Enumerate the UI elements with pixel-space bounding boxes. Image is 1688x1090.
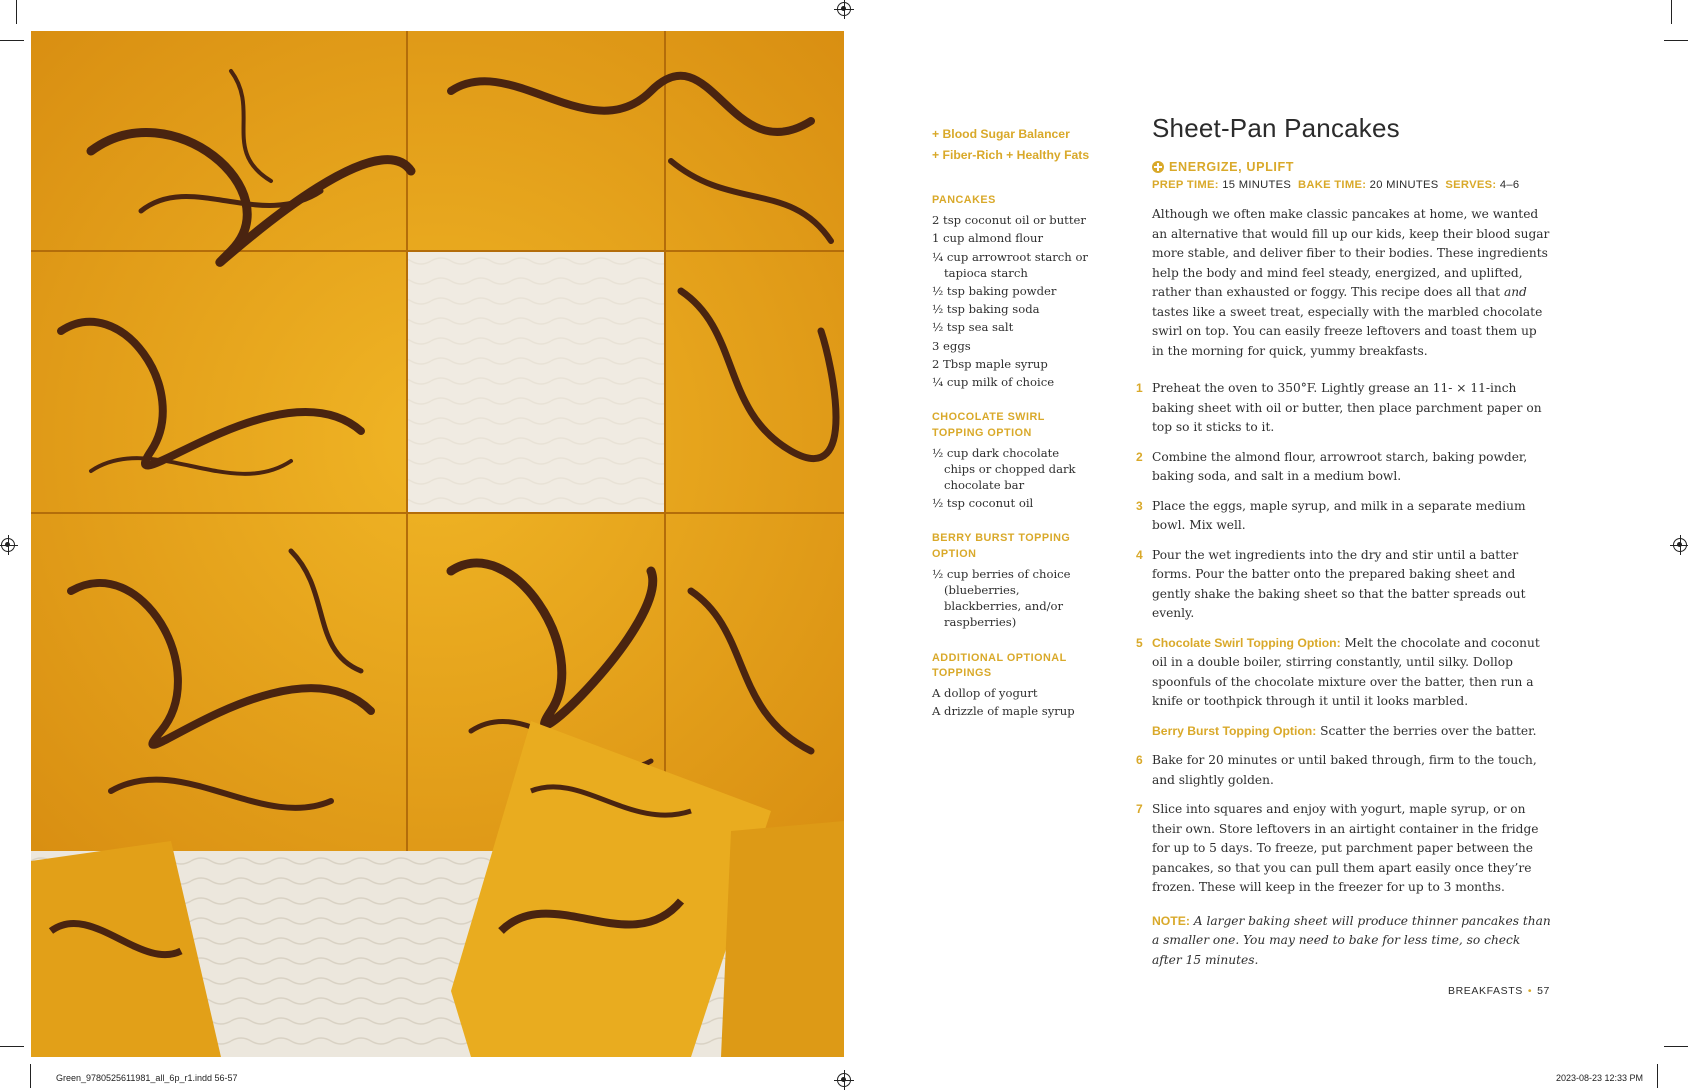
recipe-step [1136,800,1552,898]
step-number: 3 [1136,498,1143,513]
ingredient-item: ¼ cup milk of choice [932,375,1055,390]
section-heading: ADDITIONAL OPTIONAL TOPPINGS [932,651,1067,680]
ingredients-sidebar [932,124,1092,721]
section-heading: CHOCOLATE SWIRL TOPPING OPTION [932,411,1045,439]
step-text: Pour the wet ingredients into the dry and stir until a batter forms. Pour the batter onto the prepared baking sheet and gently shake the baking sheet so that the batter spreads out evenly. [1152,547,1526,620]
ingredient-item: ½ tsp baking soda [932,302,1040,317]
slug-date: 2023-08-23 12:33 PM [1555,1073,1643,1083]
section-heading: PANCAKES [932,194,996,207]
benefit-tag: + Fiber-Rich + Healthy Fats [932,147,1090,162]
recipe-title: Sheet-Pan Pancakes [1152,113,1400,143]
ingredient-item: ½ cup berries of choice (blueberries, blackberries, and/or raspberries) [932,566,1071,630]
recipe-note [1152,912,1552,971]
recipe-step [1152,722,1552,742]
section-heading: BERRY BURST TOPPING OPTION [932,532,1071,561]
step-number: 6 [1136,753,1143,767]
crop-mark [16,0,17,24]
ingredient-item: 1 cup almond flour [932,231,1044,246]
note-label: NOTE: [1152,913,1190,928]
step-number: 7 [1136,802,1143,816]
recipe-intro [1152,205,1552,361]
step-option-label: Berry Burst Topping Option: [1152,723,1317,738]
recipe-step [1136,751,1552,790]
benefit-tag: + Blood Sugar Balancer [932,127,1070,141]
ingredient-item: 3 eggs [932,338,971,353]
page-number: 57 [1537,985,1550,997]
plus-circle-icon [1152,161,1164,173]
registration-mark-icon [1,538,15,552]
ingredient-section-berry [932,531,1092,630]
ingredient-item: ½ cup dark chocolate chips or chopped dark chocolate bar [932,445,1076,493]
page-folio [1448,985,1550,997]
bake-time-value: 20 MINUTES [1369,179,1439,191]
step-text: Combine the almond flour, arrowroot starch, baking powder, baking soda, and salt in a medium bowl. [1152,449,1528,483]
recipe-effects [1152,160,1552,174]
crop-mark [1657,1064,1658,1088]
recipe-steps [1136,379,1552,898]
note-text: A larger baking sheet will produce thinner pancakes than a smaller one. You may need to bake for less time, so check after 15 minutes. [1152,913,1551,967]
marbled-pancake-photo [31,31,844,1057]
intro-text: Although we often make classic pancakes at home, we wanted an alternative that would fill up our kids, keep their blood sugar more stable, and deliver fiber to their bodies. These ingredients help the body and mind feel steady, energized, and uplifted, rather than exhausted or foggy. This recipe does all that [1152,207,1550,299]
slug-file-name: Green_9780525611981_all_6p_r1.indd 56-57 [56,1073,238,1083]
step-option-label: Chocolate Swirl Topping Option: [1152,635,1341,650]
ingredient-item: ½ tsp coconut oil [932,496,1034,511]
ingredient-item: A drizzle of maple syrup [932,704,1075,719]
step-text: Scatter the berries over the batter. [1316,723,1537,738]
step-text: Bake for 20 minutes or until baked through, firm to the touch, and slightly golden. [1152,753,1537,787]
recipe-step [1136,546,1552,624]
serves-label: SERVES: [1445,179,1497,191]
recipe-step [1136,379,1552,438]
registration-mark-icon [1673,538,1687,552]
prep-time-value: 15 MINUTES [1222,179,1292,191]
prep-time-label: PREP TIME: [1152,179,1219,191]
serves-value: 4–6 [1499,179,1520,191]
crop-mark [1664,1046,1688,1047]
registration-mark-icon [837,2,851,16]
crop-mark [0,40,24,41]
crop-mark [0,1046,24,1047]
ingredient-item: 2 Tbsp maple syrup [932,356,1048,371]
registration-mark-icon [837,1073,851,1087]
ingredient-section-pancakes [932,193,1092,390]
folio-separator: • [1527,985,1533,997]
benefit-tags [932,124,1092,165]
step-text: Melt the chocolate and coconut oil in a double boiler, stirring constantly, until silky. Dollop spoonfuls of the chocolate mixture over the batter, then run a knife or toothpick through it until it looks marbled. [1152,635,1540,708]
step-number: 4 [1136,547,1143,562]
step-number: 1 [1136,381,1143,395]
ingredient-item: ½ tsp baking powder [932,283,1057,298]
recipe-step [1136,448,1552,487]
ingredient-section-additional [932,651,1092,720]
ingredient-item: 2 tsp coconut oil or butter [932,213,1086,228]
crop-mark [1664,40,1688,41]
ingredient-section-chocolate [932,410,1092,511]
bake-time-label: BAKE TIME: [1297,179,1367,191]
section-name: BREAKFASTS [1447,985,1523,997]
effects-label: ENERGIZE, UPLIFT [1169,160,1295,174]
crop-mark [1671,0,1672,24]
ingredient-item: ½ tsp sea salt [932,320,1014,335]
ingredient-item: A dollop of yogurt [932,685,1038,700]
step-text: Slice into squares and enjoy with yogurt, maple syrup, or on their own. Store leftovers in an airtight container in the fridge for up to 5 days. To freeze, put parchment paper between the pancakes, so that you can pull them apart easily once they’re frozen. These will keep in the freezer for up to 3 months. [1152,802,1539,894]
step-number: 2 [1136,449,1143,464]
step-number: 5 [1136,635,1143,650]
intro-text: tastes like a sweet treat, especially with the marbled chocolate swirl on top. You can easily freeze leftovers and toast them up in the morning for quick, yummy breakfasts. [1152,304,1543,358]
recipe-column [1136,113,1552,982]
recipe-step [1136,497,1552,536]
ingredient-item: ¼ cup arrowroot starch or tapioca starch [932,249,1088,280]
recipe-times [1152,179,1552,191]
step-text: Place the eggs, maple syrup, and milk in a separate medium bowl. Mix well. [1152,498,1526,532]
recipe-step [1136,634,1552,712]
intro-emphasis: and [1503,285,1527,299]
crop-mark [30,1064,31,1088]
step-text: Preheat the oven to 350°F. Lightly grease an 11- × 11-inch baking sheet with oil or butter, then place parchment paper on top so it sticks to it. [1152,381,1542,434]
